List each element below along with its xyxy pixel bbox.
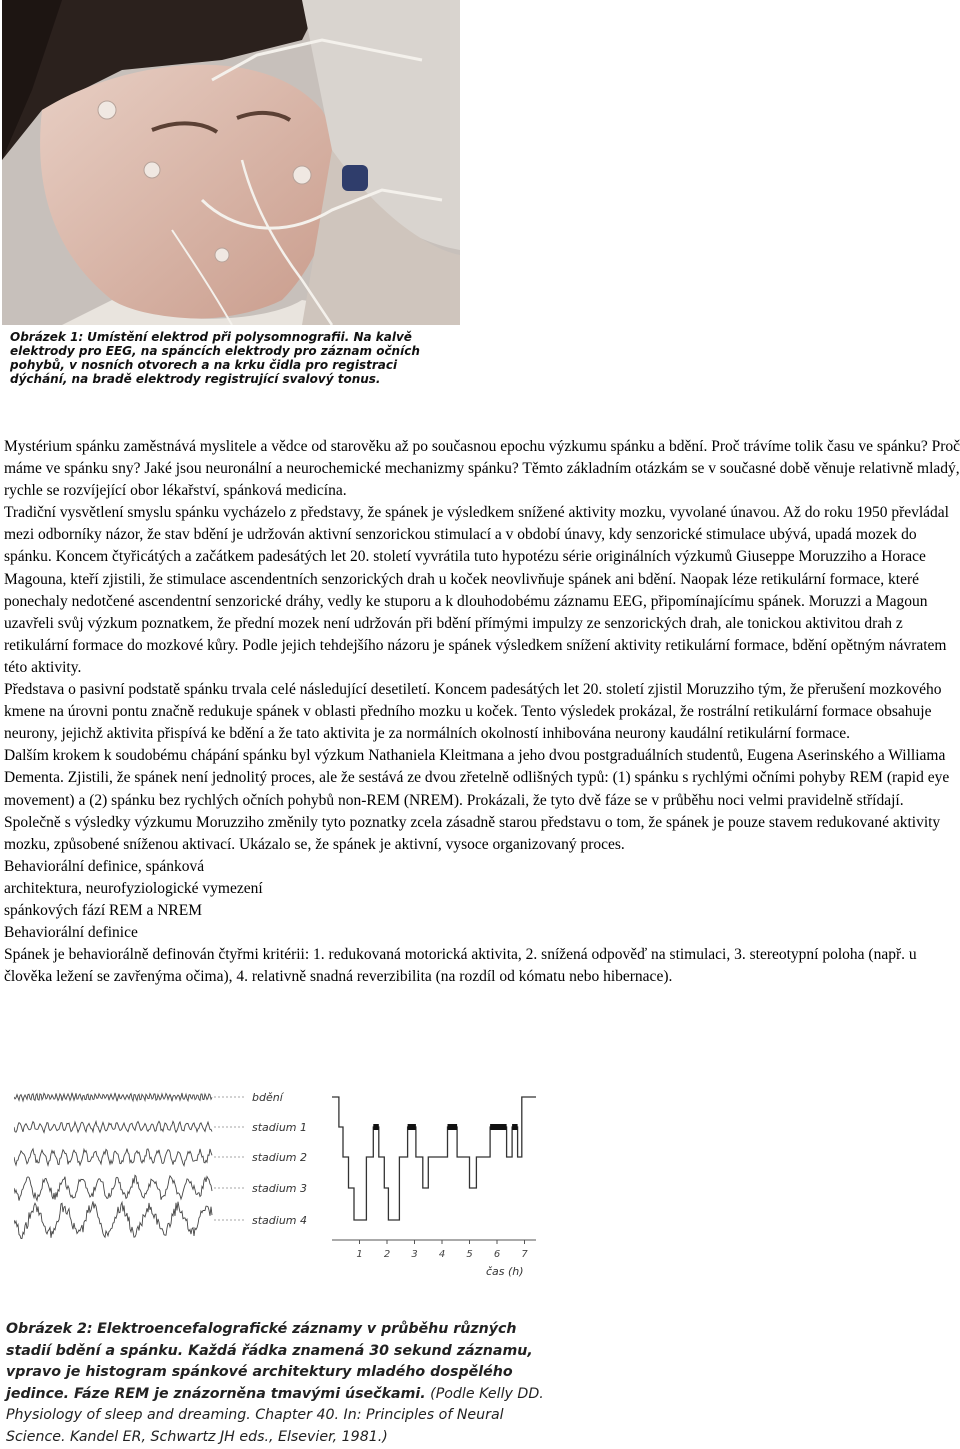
eeg-trace: [14, 1149, 212, 1166]
stage-label: stadium 4: [252, 1214, 308, 1227]
x-tick-label: 2: [383, 1249, 391, 1260]
eeg-trace: [14, 1121, 212, 1132]
eeg-trace: [14, 1201, 212, 1238]
rem-segment: [512, 1124, 518, 1130]
x-tick-label: 4: [438, 1249, 446, 1260]
rem-segment: [373, 1124, 379, 1130]
figure-1-caption-label: Obrázek 1:: [10, 330, 84, 344]
paragraph-behavioral-definition: Spánek je behaviorálně definován čtyřmi kritérii: 1. redukovaná motorická aktivita, 2. snížená odpověď na stimulaci, 3. stereotypní poloha (např. u člověka ležení se zavřenýma očima), 4. relativně snadná reverzibilita (na rozdíl od kómatu nebo hibernace).: [4, 946, 917, 986]
x-tick-label: 7: [521, 1249, 528, 1260]
stage-label: stadium 3: [252, 1182, 308, 1195]
figure-2: [6, 1075, 554, 1445]
rem-segment: [448, 1124, 458, 1130]
figure-2-caption-label: Obrázek 2:: [6, 1321, 93, 1337]
paragraph-traditional: Tradiční vysvětlení smyslu spánku vycházelo z představy, že spánek je výsledkem snížené aktivity mozku, vyvolané únavou. Až do roku 1950 převládal mezi odborníky názor, že stav bdění je udržován aktivní senzorickou stimulací a v období únavy, kdy senzorické stimulace ubývá, upadá mozek do spánku. Koncem čtyřicátých a začátkem padesátých let 20. století vyvrátila tuto hypotézu série originálních výzkumů Giuseppe Moruzziho a Horace Magouna, kteří zjistili, že stimulace ascendentních senzorických drah u koček neovlivňuje spánek ani bdění. Naopak léze retikulární formace, které ponechaly nedotčené ascendentní senzorické dráhy, vedly ke stuporu a k dlouhodobému záznamu EEG, připomínajícímu spánek. Moruzzi a Magoun uzavřeli svůj výzkum poznatkem, že přední mozek není udržován při bdění přímými impulzy ze senzorických drah, ale tonickou aktivitou drah z retikulární formace do mozkové kůry. Podle jejich tehdejšího názoru je spánek výsledkem snížení aktivity retikulární formace, bdění opětným návratem této aktivity.: [4, 504, 949, 676]
x-axis-label: čas (h): [486, 1265, 524, 1278]
figure-2-caption: [6, 1319, 556, 1449]
paragraph-passive: Představa o pasivní podstatě spánku trvala celé následující desetiletí. Koncem padesátých let 20. století zjistil Moruzziho tým, že přerušení mozkového kmene na úrovni pontu značně redukuje spánek v oblasti předního mozku u koček. Tento výsledek prokázal, že rostrální retikulární formace obsahuje neurony, jejichž aktivita přispívá ke bdění a že tato aktivita je za normálních okolností inhibována neurony kaudální retikulární formace.: [4, 681, 942, 743]
heading-line-2: architektura, neurofyziologické vymezení: [4, 879, 263, 897]
eeg-trace: [14, 1093, 212, 1102]
stage-label: bdění: [252, 1091, 283, 1104]
paragraph-kleitman: Dalším krokem k soudobému chápání spánku byl výzkum Nathaniela Kleitmana a jeho dvou postgraduálních studentů, Eugena Aserinského a Williama Dementa. Zjistili, že spánek není jednolitý proces, ale že sestává ze dvou zřetelně odlišných typů: (1) spánku s rychlými očními pohyby REM (rapid eye movement) a (2) spánku bez rychlých očních pohybů non-REM (NREM). Prokázali, že tyto dvě fáze se v průběhu noci velmi pravidelně střídají. Společně s výsledky výzkumu Moruzziho změnily tyto poznatky zcela zásadně starou představu o tom, že spánek je pouze stavem redukované aktivity mozku, způsobené sníženou aktivací. Ukázalo se, že spánek je aktivní, vysoce organizovaný proces.: [4, 747, 950, 853]
polysomnography-photo: [2, 0, 460, 325]
rem-segment: [408, 1124, 416, 1130]
heading-line-3: spánkových fází REM a NREM: [4, 901, 203, 919]
rem-segment: [490, 1124, 507, 1130]
x-tick-label: 5: [466, 1249, 473, 1260]
x-tick-label: 3: [411, 1249, 418, 1260]
heading-line-1: Behaviorální definice, spánková: [4, 857, 205, 875]
x-axis: [332, 1240, 536, 1278]
eeg-traces: [14, 1093, 212, 1239]
subheading-behavioral: Behaviorální definice: [4, 924, 138, 942]
figure-2-caption-bold: Elektroencefalografické záznamy v průběhu různých stadií bdění a spánku. Každá řádka znamená 30 sekund záznamu, vpravo je histogram spánkové architektury mladého dospělého jedince. Fáze REM je znázorněna tmavými úsečkami.: [6, 1321, 533, 1402]
stage-label: stadium 1: [252, 1121, 308, 1134]
article-body: [4, 436, 960, 988]
stage-labels: [214, 1091, 307, 1227]
hypnogram: [332, 1097, 536, 1220]
figure-2-caption-reference: (Podle Kelly DD. Physiology of sleep and dreaming. Chapter 40. In: Principles of Neural Science. Kandel ER, Schwartz JH eds., Elsevier, 1981.): [6, 1385, 544, 1445]
x-tick-label: 6: [493, 1249, 501, 1260]
figure-1: [0, 0, 462, 410]
stage-label: stadium 2: [252, 1151, 308, 1164]
hypnogram-line: [332, 1097, 536, 1220]
patient-photo-illustration: [2, 0, 460, 325]
figure-1-caption: [10, 330, 458, 386]
eeg-trace: [14, 1175, 212, 1200]
eeg-hypnogram-chart: [14, 1075, 536, 1315]
paragraph-intro: Mystérium spánku zaměstnává myslitele a vědce od starověku až po současnou epochu výzkumu spánku a bdění. Proč trávíme tolik času ve spánku? Proč máme ve spánku sny? Jaké jsou neuronální a neurochemické mechanizmy spánku? Těmto základním otázkám se v současné době věnuje relativně mladý, rychle se rozvíjející obor lékařství, spánková medicína.: [4, 438, 960, 500]
figure-1-caption-text: Umístění elektrod při polysomnografii. Na kalvě elektrody pro EEG, na spáncích elektrody pro záznam očních pohybů, v nosních otvorech a na krku čidla pro registraci dýchání, na bradě elektrody registrující svalový tonus.: [10, 330, 420, 386]
x-tick-label: 1: [356, 1249, 363, 1260]
